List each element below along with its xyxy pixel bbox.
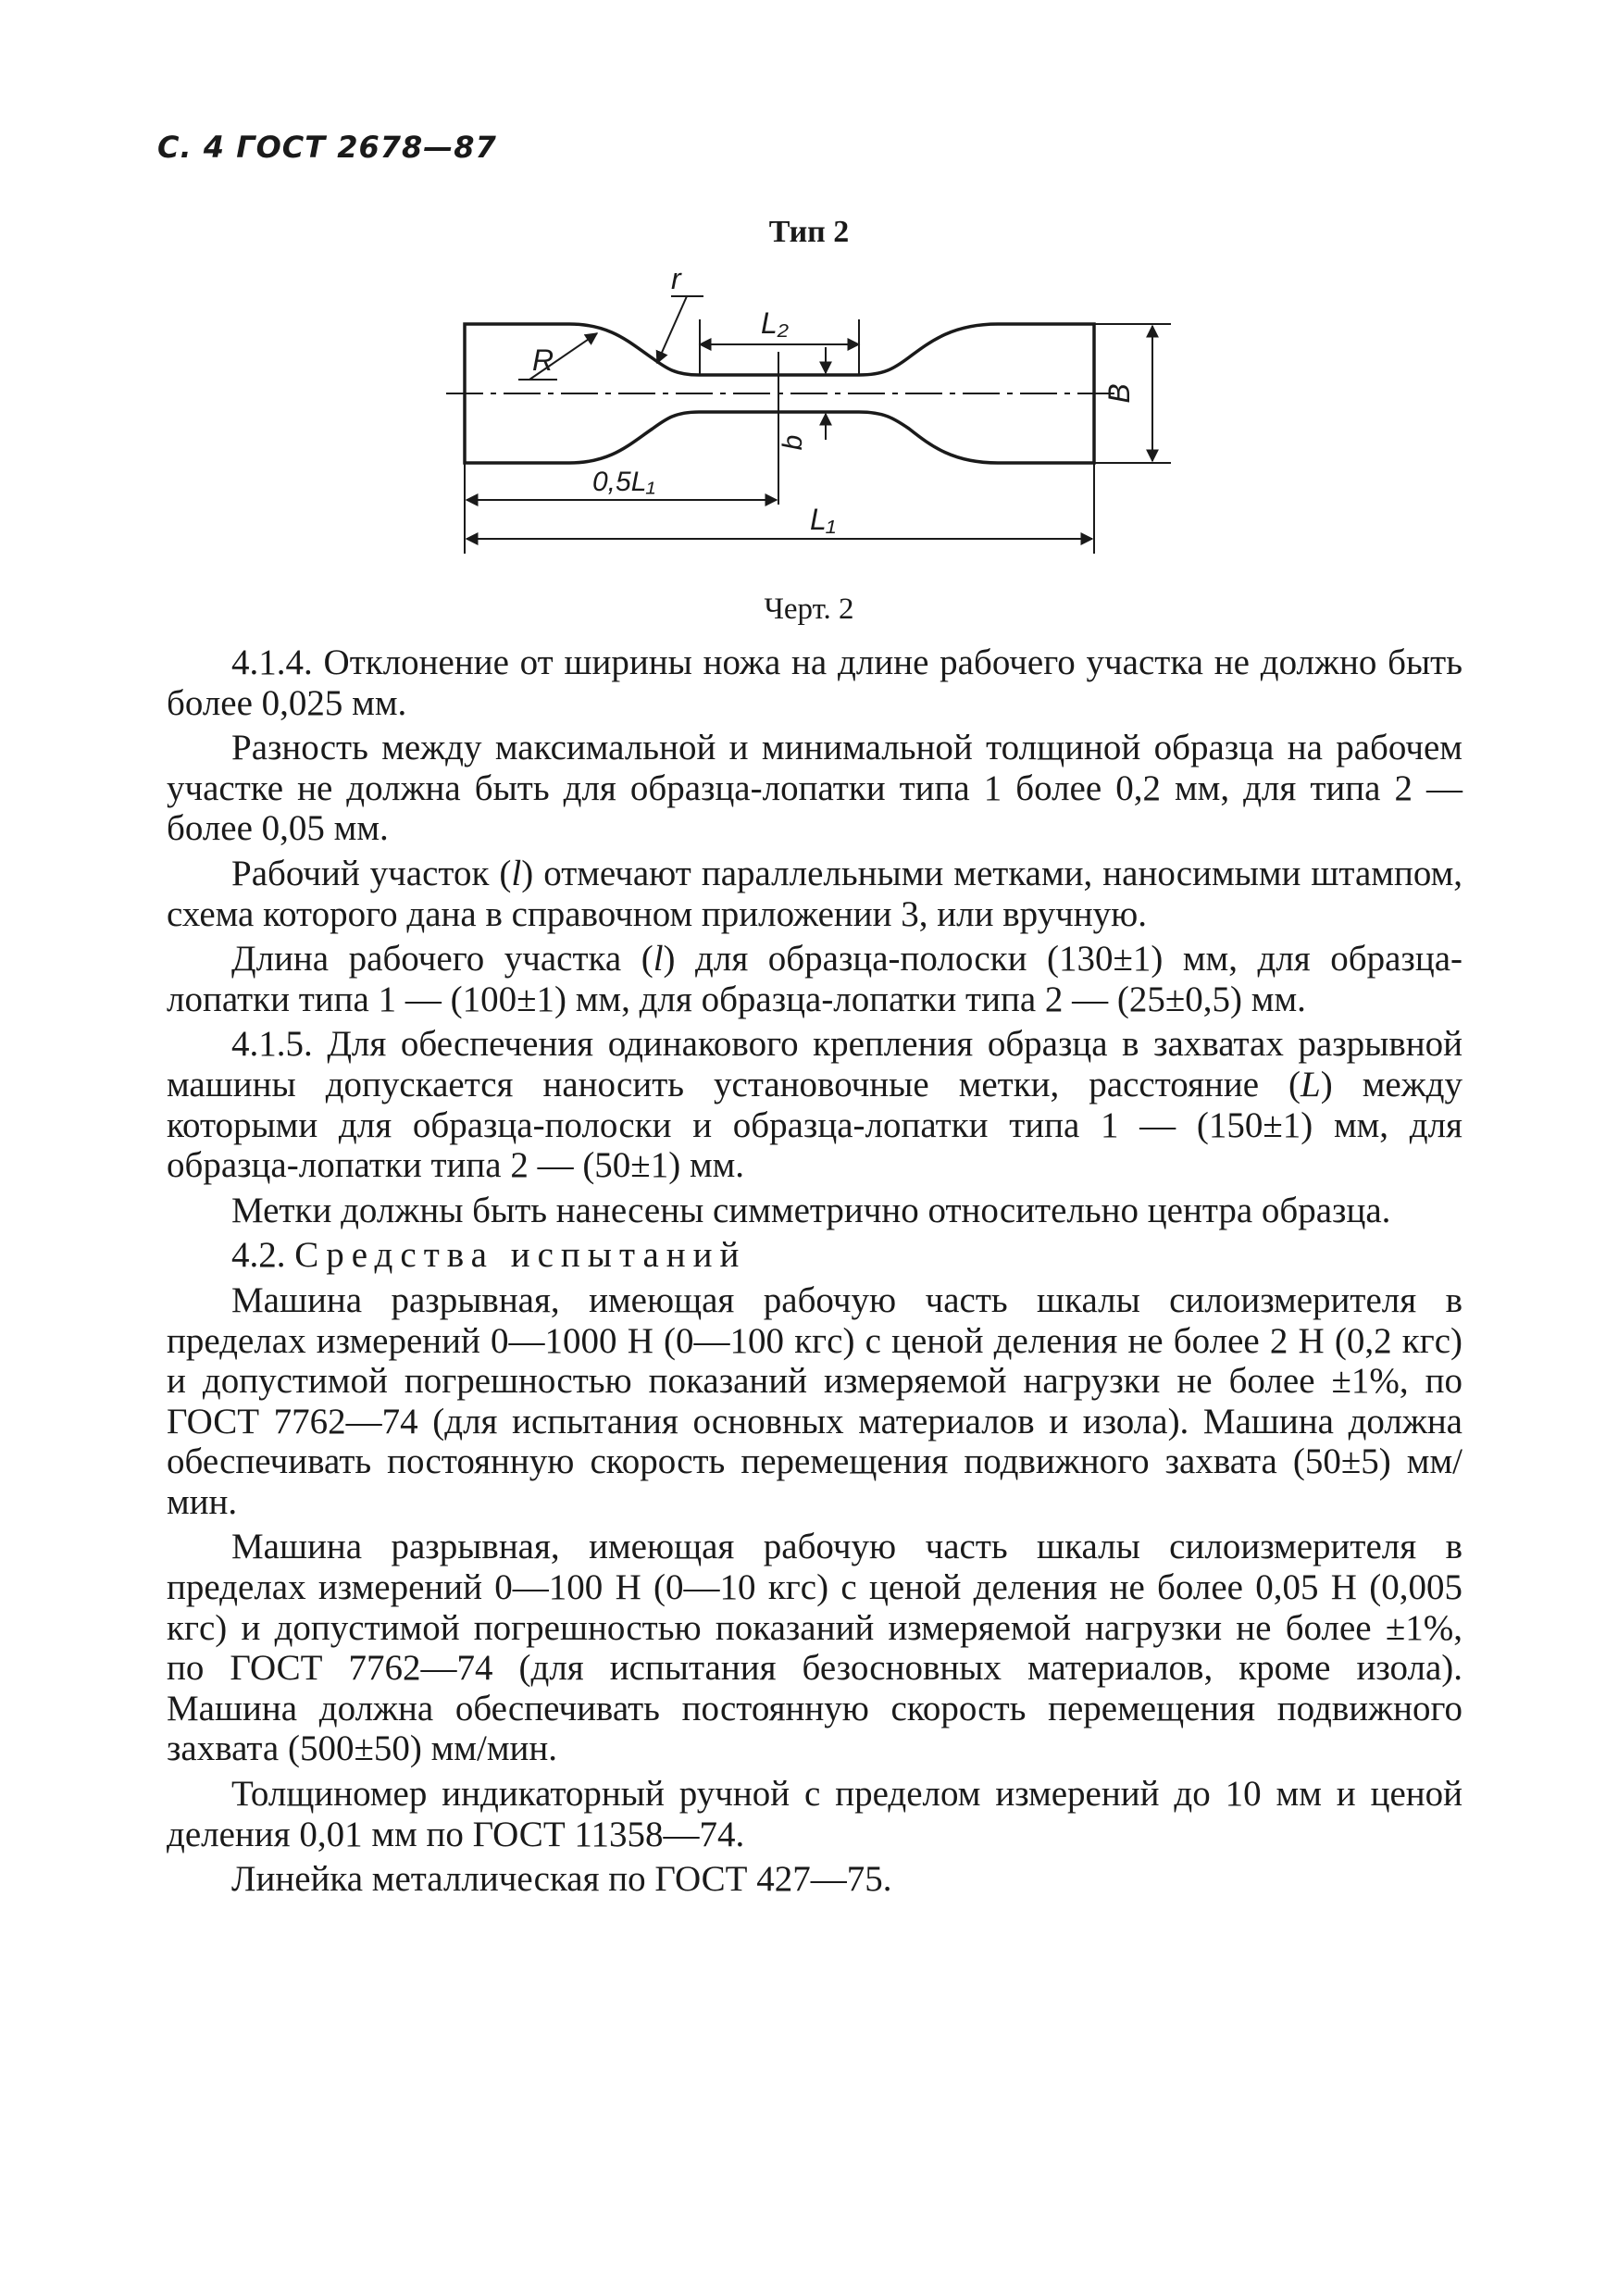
paragraph-machine-100n: Машина разрывная, имеющая рабочую часть шкалы силоизмерителя в пределах измерений 0—100 Н (0—10 кгс) с ценой деления не более 0,05 Н (0,005 кгс) и допустимой погрешностью показаний измеряемой нагрузки не более ±1%, по ГОСТ 7762—74 (для испытания безосновных материалов, кроме изола). Машина должна обеспечивать постоянную скорость перемещения подвижного захвата (500±50) мм/мин.	[167, 1527, 1462, 1769]
label-L1: L₁	[810, 503, 836, 536]
label-r: r	[671, 262, 681, 295]
paragraph-thickness-difference: Разность между максимальной и минимальной толщиной образца на рабочем участке не должна быть для образца-лопатки типа 1 более 0,2 мм, для типа 2 — более 0,05 мм.	[167, 728, 1462, 849]
figure-caption: Черт. 2	[764, 593, 854, 626]
leader-r	[657, 296, 687, 363]
label-L2: L₂	[761, 306, 789, 340]
paragraph-4-1-5: 4.1.5. Для обеспечения одинакового крепления образца в захватах разрывной машины допускается наносить установочные метки, расстояние (L) между которыми для образца-полоски и образца-лопатки типа 1 — (150±1) мм, для образца-лопатки типа 2 — (50±1) мм.	[167, 1024, 1462, 1186]
paragraph-marks-symmetric: Метки должны быть нанесены симметрично относительно центра образца.	[231, 1190, 1391, 1230]
paragraph-4-1-4: 4.1.4. Отклонение от ширины ножа на длине рабочего участка не должно быть более 0,025 мм.	[167, 643, 1462, 723]
paragraph-working-length: Длина рабочего участка (l) для образца-полоски (130±1) мм, для образца-лопатки типа 1 — (100±1) мм, для образца-лопатки типа 2 — (25±0,5) мм.	[167, 939, 1462, 1019]
label-R: R	[532, 343, 554, 377]
label-half-L1: 0,5L₁	[592, 467, 655, 497]
running-head: С. 4 ГОСТ 2678—87	[157, 130, 497, 165]
paragraph-working-section: Рабочий участок (l) отмечают параллельными метками, наносимыми штампом, схема которого дана в справочном приложении 3, или вручную.	[167, 853, 1463, 934]
body-text	[167, 643, 1462, 1904]
paragraph-thickness-gauge: Толщиномер индикаторный ручной с пределом измерений до 10 мм и ценой деления 0,01 мм по ГОСТ 11358—74.	[167, 1774, 1462, 1854]
paragraph-ruler: Линейка металлическая по ГОСТ 427—75.	[231, 1859, 892, 1900]
specimen-drawing	[0, 0, 1618, 593]
label-B: B	[1102, 383, 1136, 404]
paragraph-machine-1000n: Машина разрывная, имеющая рабочую часть шкалы силоизмерителя в пределах измерений 0—1000 Н (0—100 кгс) с ценой деления не более 2 Н (0,2 кгс) и допустимой погрешностью показаний измеряемой нагрузки не более ±1%, по ГОСТ 7762—74 (для испытания основных материалов и изола). Машина должна обеспечивать постоянную скорость перемещения подвижного захвата (50±5) мм/мин.	[167, 1279, 1462, 1522]
section-heading-4-2: 4.2. Средства испытаний	[231, 1235, 747, 1276]
figure-title: Тип 2	[768, 215, 850, 249]
label-b: b	[778, 434, 808, 451]
